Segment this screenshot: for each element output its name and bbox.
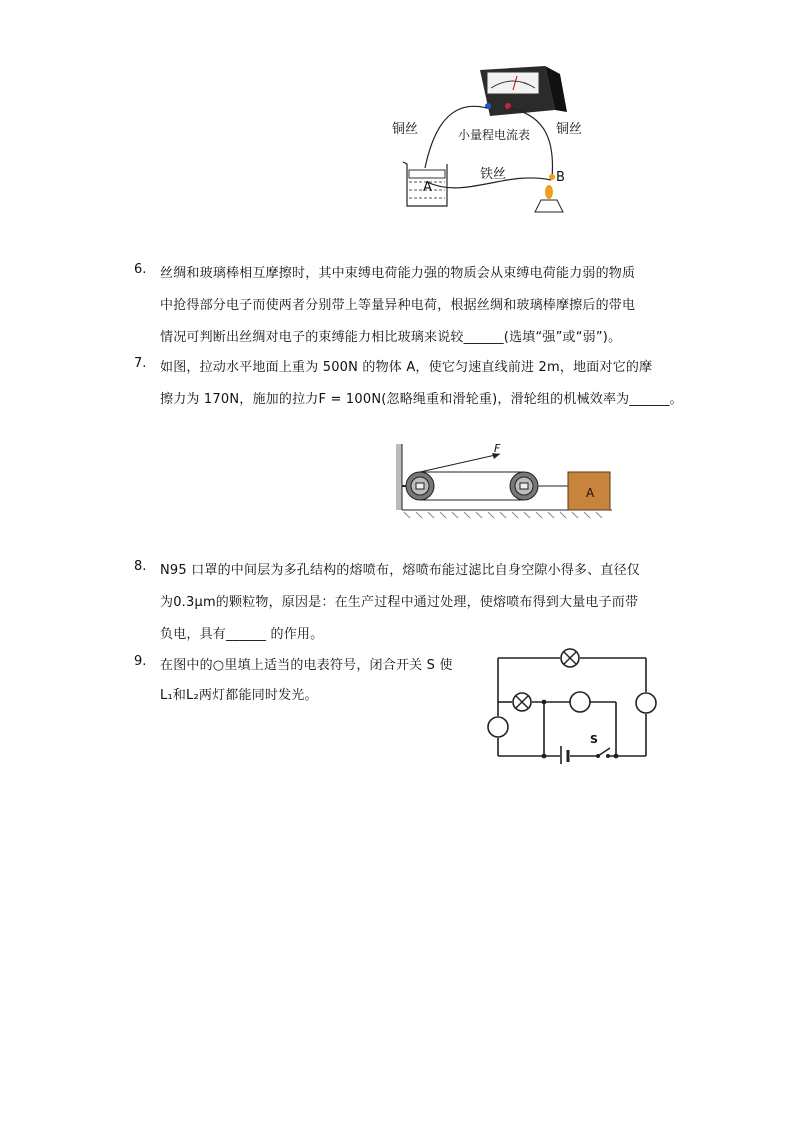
q6-line-2: 中抢得部分电子而使两者分别带上等量异种电荷，根据丝绸和玻璃棒摩擦后的带电	[160, 298, 636, 313]
q8-line-1: N95 口罩的中间层为多孔结构的熔喷布，熔喷布能过滤比自身空隙小得多、直径仅	[160, 563, 640, 578]
q9-line-2: L₁和L₂两灯都能同时发光。	[160, 688, 318, 703]
figure-circuit	[484, 648, 660, 764]
point-a-label: A	[423, 180, 432, 195]
q8-line-2: 为0.3μm的颗粒物，原因是：在生产过程中通过处理，使熔喷布得到大量电子而带	[160, 595, 639, 610]
q6-line-3: 情况可判断出丝绸对电子的束缚能力相比玻璃来说较______(选填“强”或“弱”)。	[160, 330, 622, 345]
q8-number: 8.	[134, 559, 147, 574]
figure-pulley	[394, 440, 614, 520]
meter-label: 小量程电流表	[458, 128, 531, 142]
q9-line-1: 在图中的○里填上适当的电表符号，闭合开关 S 使	[160, 658, 453, 673]
q9-number: 9.	[134, 654, 147, 669]
q7-line-2: 擦力为 170N，施加的拉力F = 100N(忽略绳重和滑轮重)，滑轮组的机械效率为______。	[160, 392, 683, 407]
q7-number: 7.	[134, 356, 147, 371]
switch-label: S	[590, 733, 598, 746]
pulley-drawing	[394, 440, 614, 520]
iron-label: 铁丝	[480, 167, 507, 182]
q8-line-3: 负电，具有______ 的作用。	[160, 627, 324, 642]
q6-number: 6.	[134, 262, 147, 277]
q6-line-1: 丝绸和玻璃棒相互摩擦时，其中束缚电荷能力强的物质会从束缚电荷能力弱的物质	[160, 266, 636, 281]
q7-line-1: 如图，拉动水平地面上重为 500N 的物体 A，使它匀速直线前进 2m，地面对它的摩	[160, 360, 653, 375]
copper-right-label: 铜丝	[556, 122, 583, 137]
force-label: F	[494, 442, 501, 455]
circuit-drawing	[484, 648, 660, 764]
point-b-label: B	[556, 170, 565, 185]
copper-left-label: 铜丝	[392, 122, 419, 137]
block-a-label: A	[586, 486, 595, 500]
